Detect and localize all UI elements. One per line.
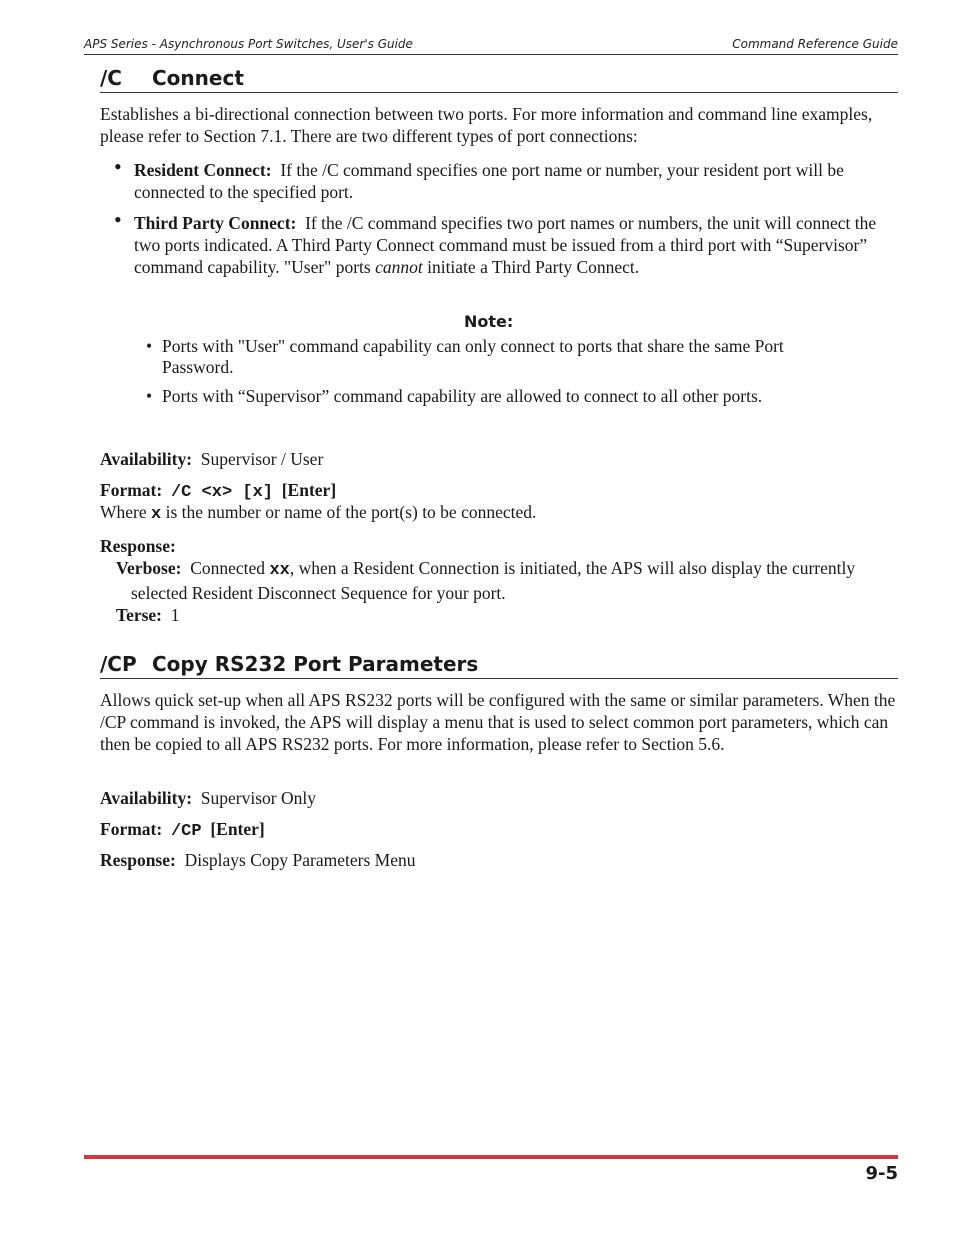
copy-parameters-format [100,818,900,843]
bullet-icon: • [114,154,122,179]
connect-intro: Establishes a bi-directional connection between two ports. For more information and command line examples, please refer to Section 7.1. There are two different types of port connections: [100,104,873,146]
bullet-icon: • [146,336,153,356]
note-item [146,336,846,378]
where-text: Where [100,502,147,522]
format-command: /CP [170,822,202,841]
availability-label: Availability: [100,449,193,469]
copy-parameters-intro: Allows quick set-up when all APS RS232 ports will be configured with the same or similar parameters. When the /CP command is invoked, the APS will display a menu that is used to select common port parameters, which can then be copied to all APS RS232 ports. For more information, please refer to Section 5.6. [100,690,896,754]
verbose-param: xx [269,561,290,580]
connect-availability [100,448,900,470]
verbose-label: Verbose: [116,558,182,578]
where-param: x [151,505,162,524]
copy-parameters-availability [100,787,900,809]
bullet-text: If the /C command specifies two port names or numbers, the unit will connect the two ports indicated. A Third Party Connect command must be issued from a third port with “Supervisor” command capability. "User" ports [134,213,877,277]
footer-rule [84,1155,898,1159]
availability-label: Availability: [100,788,193,808]
note-text: Ports with "User" command capability can only connect to ports that share the same Port Password. [162,336,784,377]
terse-value: 1 [170,605,180,625]
format-label: Format: [100,480,163,500]
format-command: /C <x> [x] [170,483,273,502]
section-command: /CP [100,652,137,676]
where-text-end: is the number or name of the port(s) to be connected. [165,502,537,522]
connect-terse [116,604,916,626]
note-item [146,386,846,407]
list-item-resident-connect [114,154,900,203]
note-text: Ports with “Supervisor” command capability are allowed to connect to all other ports. [162,386,763,406]
terse-label: Terse: [116,605,163,625]
header-doc-title: APS Series - Asynchronous Port Switches, User's Guide [84,37,413,51]
availability-value: Supervisor Only [200,788,316,808]
page-number: 9-5 [865,1163,898,1184]
bullet-icon: • [146,386,153,406]
bullet-text: If the /C command specifies one port name or number, your resident port will be connected to the specified port. [134,160,844,202]
section-title: Connect [152,66,244,90]
bullet-text-end: initiate a Third Party Connect. [427,257,640,277]
section-heading-connect [100,68,898,93]
connect-response-label [100,535,900,557]
connect-where [100,501,900,526]
note-title: Note: [464,312,514,331]
copy-parameters-response [100,849,900,871]
format-enter: [Enter] [210,819,265,839]
format-enter: [Enter] [281,480,337,500]
verbose-text-end: , when a Resident Connection is initiated, the APS will also display the currently selected Resident Disconnect Sequence for your port. [131,558,856,603]
bullet-label: Third Party Connect: [134,213,297,233]
section-heading-copy-parameters [100,654,898,679]
response-label: Response: [100,850,176,870]
verbose-text: Connected [190,558,266,578]
response-value: Displays Copy Parameters Menu [184,850,416,870]
connect-verbose [116,557,915,604]
section-command: /C [100,66,122,90]
format-label: Format: [100,819,163,839]
header-chapter-title: Command Reference Guide [732,37,898,51]
bullet-emphasis: cannot [375,257,423,277]
availability-value: Supervisor / User [200,449,324,469]
bullet-label: Resident Connect: [134,160,272,180]
section-title: Copy RS232 Port Parameters [152,652,479,676]
bullet-icon: • [114,207,122,232]
response-label: Response: [100,536,176,556]
list-item-third-party-connect [114,207,900,278]
running-header [84,36,898,55]
